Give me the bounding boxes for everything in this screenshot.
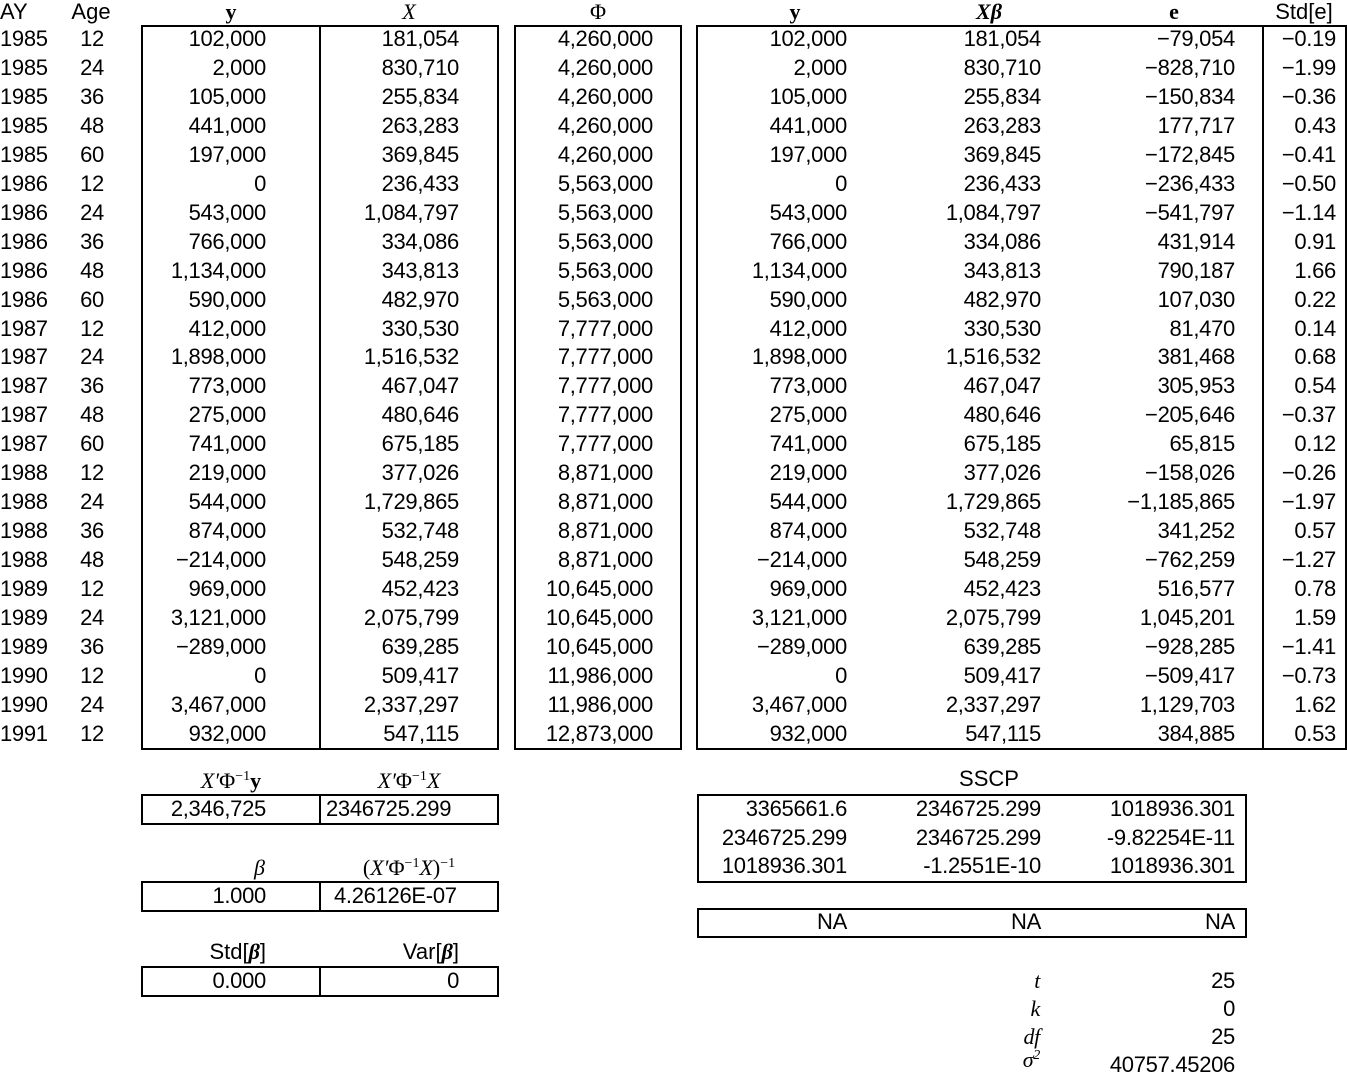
cell-e: 1,045,201 xyxy=(1139,605,1235,630)
cell-ay: 1989 xyxy=(0,605,48,630)
cell-std-e: −0.19 xyxy=(1281,26,1336,51)
cell-x: 2,337,297 xyxy=(363,691,459,717)
cell-y: 773,000 xyxy=(188,373,266,399)
cell-phi: 8,871,000 xyxy=(557,460,653,486)
cell-y: 275,000 xyxy=(188,402,266,428)
cell-ay: 1986 xyxy=(0,170,48,196)
cell-age: 24 xyxy=(80,605,104,630)
cell-std-e: 0.43 xyxy=(1294,112,1336,138)
cell-std-e: −0.41 xyxy=(1281,141,1336,167)
cell-xbeta: 639,285 xyxy=(963,633,1041,659)
cell-x: 263,283 xyxy=(381,112,459,138)
cell-y-fitted: 874,000 xyxy=(769,518,847,544)
cell-std-e: 1.59 xyxy=(1294,605,1336,630)
cell-ay: 1985 xyxy=(0,83,48,109)
cell-y: −214,000 xyxy=(176,547,266,573)
beta-label: β xyxy=(254,855,265,880)
cell-std-e: 1.66 xyxy=(1294,257,1336,283)
cell-ay: 1989 xyxy=(0,633,48,659)
cell-ay: 1987 xyxy=(0,373,48,399)
na-cell-1: NA xyxy=(817,909,847,934)
cell-age: 48 xyxy=(80,257,104,283)
cell-age: 48 xyxy=(80,402,104,428)
xpx-label: $X'\Phi^{-1}X$ xyxy=(377,768,441,793)
sscp-cell: 3365661.6 xyxy=(745,796,847,821)
cell-e: −236,433 xyxy=(1145,170,1235,196)
cell-y-fitted: 1,898,000 xyxy=(751,344,847,370)
cell-phi: 5,563,000 xyxy=(557,170,653,196)
header-age: Age xyxy=(71,0,111,24)
cell-phi: 11,986,000 xyxy=(547,662,653,688)
cell-std-e: 1.62 xyxy=(1294,691,1336,717)
cell-phi: 7,777,000 xyxy=(557,315,653,341)
xpy-value: 2,346,725 xyxy=(170,796,266,821)
cell-x: 343,813 xyxy=(381,257,459,283)
xpy-label: $X'\Phi^{-1}y$ xyxy=(200,768,262,793)
cell-x: 377,026 xyxy=(381,460,459,486)
cell-y-fitted: 412,000 xyxy=(769,315,847,341)
cell-e: −205,646 xyxy=(1145,402,1235,428)
header-e: e xyxy=(1169,0,1179,24)
cell-xbeta: 509,417 xyxy=(963,662,1041,688)
cell-ay: 1988 xyxy=(0,518,48,544)
cell-xbeta: 2,337,297 xyxy=(945,691,1041,717)
cell-age: 36 xyxy=(80,373,104,399)
cell-ay: 1985 xyxy=(0,112,48,138)
cell-age: 24 xyxy=(80,54,104,80)
cell-phi: 4,260,000 xyxy=(557,54,653,80)
cell-e: −172,845 xyxy=(1145,141,1235,167)
cell-e: 516,577 xyxy=(1157,576,1235,602)
cell-age: 12 xyxy=(80,576,104,602)
cell-y: 2,000 xyxy=(212,54,266,80)
cell-ay: 1987 xyxy=(0,344,48,370)
cell-y: 219,000 xyxy=(188,460,266,486)
cell-ay: 1987 xyxy=(0,431,48,457)
cell-x: 675,185 xyxy=(381,431,459,457)
cell-std-e: −1.41 xyxy=(1281,633,1336,659)
cell-ay: 1987 xyxy=(0,315,48,341)
cell-xbeta: 263,283 xyxy=(963,112,1041,138)
cell-ay: 1990 xyxy=(0,691,48,717)
cell-xbeta: 330,530 xyxy=(963,315,1041,341)
cell-x: 482,970 xyxy=(381,286,459,312)
cell-phi: 10,645,000 xyxy=(545,633,653,659)
cell-ay: 1985 xyxy=(0,26,48,51)
cell-x: 1,516,532 xyxy=(363,344,459,370)
cell-ay: 1989 xyxy=(0,576,48,602)
cell-std-e: −1.99 xyxy=(1281,54,1336,80)
cell-std-e: −1.27 xyxy=(1281,547,1336,573)
inv-label: $(X'\Phi^{-1}X)^{-1}$ xyxy=(362,855,456,880)
cell-e: 384,885 xyxy=(1157,720,1235,746)
cell-std-e: −1.14 xyxy=(1281,199,1336,225)
cell-age: 12 xyxy=(80,315,104,341)
cell-ay: 1987 xyxy=(0,402,48,428)
cell-phi: 5,563,000 xyxy=(557,286,653,312)
cell-phi: 5,563,000 xyxy=(557,199,653,225)
sscp-cell: -9.82254E-11 xyxy=(1106,824,1235,850)
cell-age: 12 xyxy=(80,26,104,51)
cell-y-fitted: 2,000 xyxy=(793,54,847,80)
cell-y: 105,000 xyxy=(188,83,266,109)
cell-ay: 1988 xyxy=(0,547,48,573)
cell-age: 12 xyxy=(80,662,104,688)
cell-phi: 7,777,000 xyxy=(557,373,653,399)
header-x: X xyxy=(402,0,416,24)
cell-x: 181,054 xyxy=(381,26,459,51)
sscp-cell: -1.2551E-10 xyxy=(923,853,1041,878)
cell-y-fitted: 590,000 xyxy=(769,286,847,312)
cell-e: 177,717 xyxy=(1157,112,1235,138)
cell-xbeta: 548,259 xyxy=(963,547,1041,573)
cell-y: 3,121,000 xyxy=(170,605,266,630)
cell-x: 639,285 xyxy=(381,633,459,659)
cell-age: 12 xyxy=(80,460,104,486)
cell-phi: 4,260,000 xyxy=(557,141,653,167)
cell-y: 543,000 xyxy=(188,199,266,225)
cell-age: 36 xyxy=(80,83,104,109)
cell-y: 969,000 xyxy=(188,576,266,602)
cell-y-fitted: 3,467,000 xyxy=(751,691,847,717)
xpy-divider xyxy=(319,794,321,825)
sscp-cell: 2346725.299 xyxy=(915,796,1041,821)
cell-x: 236,433 xyxy=(381,170,459,196)
cell-e: −541,797 xyxy=(1145,199,1235,225)
cell-y: 3,467,000 xyxy=(170,691,266,717)
cell-y: 441,000 xyxy=(188,112,266,138)
cell-x: 334,086 xyxy=(381,228,459,254)
cell-y-fitted: 773,000 xyxy=(769,373,847,399)
cell-x: 547,115 xyxy=(383,720,459,746)
cell-ay: 1990 xyxy=(0,662,48,688)
cell-y-fitted: −214,000 xyxy=(757,547,847,573)
sscp-label: SSCP xyxy=(959,766,1019,791)
cell-y-fitted: 275,000 xyxy=(769,402,847,428)
cell-xbeta: 547,115 xyxy=(965,720,1041,746)
sscp-cell: 2346725.299 xyxy=(915,824,1041,850)
na-cell-3: NA xyxy=(1205,909,1235,934)
cell-std-e: 0.78 xyxy=(1294,576,1336,602)
cell-x: 1,729,865 xyxy=(363,489,459,515)
sscp-cell: 1018936.301 xyxy=(1109,796,1235,821)
cell-xbeta: 2,075,799 xyxy=(945,605,1041,630)
cell-y: 932,000 xyxy=(188,720,266,746)
cell-y: 1,898,000 xyxy=(170,344,266,370)
cell-y: 766,000 xyxy=(188,228,266,254)
cell-x: 2,075,799 xyxy=(363,605,459,630)
cell-e: 341,252 xyxy=(1157,518,1235,544)
cell-age: 24 xyxy=(80,344,104,370)
cell-phi: 4,260,000 xyxy=(557,83,653,109)
sigma-label: $\sigma^2$ xyxy=(1022,1047,1040,1072)
cell-e: −828,710 xyxy=(1145,54,1235,80)
cell-y-fitted: 105,000 xyxy=(769,83,847,109)
cell-age: 48 xyxy=(80,112,104,138)
cell-y-fitted: 197,000 xyxy=(769,141,847,167)
cell-phi: 11,986,000 xyxy=(547,691,653,717)
k-label: k xyxy=(1030,996,1040,1021)
cell-e: 107,030 xyxy=(1157,286,1235,312)
cell-e: 381,468 xyxy=(1157,344,1235,370)
cell-age: 36 xyxy=(80,518,104,544)
sscp-cell: 1018936.301 xyxy=(1109,853,1235,878)
cell-e: 1,129,703 xyxy=(1139,691,1235,717)
cell-x: 330,530 xyxy=(381,315,459,341)
cell-age: 48 xyxy=(80,547,104,573)
header-y: y xyxy=(225,0,237,24)
cell-y: 412,000 xyxy=(188,315,266,341)
cell-x: 548,259 xyxy=(381,547,459,573)
t-label: t xyxy=(1034,968,1040,993)
cell-xbeta: 1,084,797 xyxy=(945,199,1041,225)
cell-phi: 8,871,000 xyxy=(557,547,653,573)
cell-x: 467,047 xyxy=(381,373,459,399)
header-xbeta: Xβ xyxy=(976,0,1002,24)
beta-value: 1.000 xyxy=(212,883,266,908)
cell-std-e: 0.14 xyxy=(1294,315,1336,341)
cell-std-e: 0.53 xyxy=(1294,720,1336,746)
cell-xbeta: 675,185 xyxy=(963,431,1041,457)
cell-std-e: 0.68 xyxy=(1294,344,1336,370)
cell-ay: 1985 xyxy=(0,54,48,80)
cell-std-e: 0.54 xyxy=(1294,373,1336,399)
cell-x: 830,710 xyxy=(381,54,459,80)
cell-age: 60 xyxy=(80,141,104,167)
cell-ay: 1986 xyxy=(0,257,48,283)
cell-e: −79,054 xyxy=(1156,26,1235,51)
cell-ay: 1991 xyxy=(0,720,48,746)
cell-phi: 10,645,000 xyxy=(545,576,653,602)
cell-y: 874,000 xyxy=(188,518,266,544)
cell-e: −158,026 xyxy=(1145,460,1235,486)
cell-e: 81,470 xyxy=(1169,315,1235,341)
cell-y: 102,000 xyxy=(188,26,266,51)
cell-ay: 1986 xyxy=(0,228,48,254)
cell-age: 24 xyxy=(80,199,104,225)
var-beta-value: 0 xyxy=(447,968,459,993)
header-y-fitted: y xyxy=(789,0,801,24)
cell-xbeta: 1,729,865 xyxy=(945,489,1041,515)
cell-y: −289,000 xyxy=(176,633,266,659)
cell-phi: 5,563,000 xyxy=(557,257,653,283)
cell-age: 60 xyxy=(80,431,104,457)
cell-std-e: −0.36 xyxy=(1281,83,1336,109)
cell-phi: 8,871,000 xyxy=(557,489,653,515)
k-value: 0 xyxy=(1223,996,1235,1021)
cell-xbeta: 532,748 xyxy=(963,518,1041,544)
cell-e: −150,834 xyxy=(1145,83,1235,109)
cell-e: −762,259 xyxy=(1145,547,1235,573)
cell-x: 452,423 xyxy=(381,576,459,602)
cell-ay: 1985 xyxy=(0,141,48,167)
cell-y-fitted: 932,000 xyxy=(769,720,847,746)
cell-e: 305,953 xyxy=(1157,373,1235,399)
cell-x: 255,834 xyxy=(381,83,459,109)
cell-std-e: 0.12 xyxy=(1294,431,1336,457)
cell-y-fitted: 543,000 xyxy=(769,199,847,225)
cell-ay: 1988 xyxy=(0,460,48,486)
cell-y-fitted: 766,000 xyxy=(769,228,847,254)
cell-phi: 8,871,000 xyxy=(557,518,653,544)
beta-divider xyxy=(319,881,321,912)
cell-phi: 10,645,000 xyxy=(545,605,653,630)
cell-std-e: −0.73 xyxy=(1281,662,1336,688)
cell-x: 480,646 xyxy=(381,402,459,428)
cell-y: 197,000 xyxy=(188,141,266,167)
cell-y-fitted: 3,121,000 xyxy=(751,605,847,630)
std-beta-label: Std[β] xyxy=(209,939,266,964)
df-value: 25 xyxy=(1211,1024,1235,1049)
cell-xbeta: 480,646 xyxy=(963,402,1041,428)
header-std-e: Std[e] xyxy=(1275,0,1333,24)
cell-y-fitted: 0 xyxy=(835,170,847,196)
cell-y: 1,134,000 xyxy=(170,257,266,283)
cell-x: 509,417 xyxy=(381,662,459,688)
xpx-value: 2346725.299 xyxy=(326,796,452,821)
cell-y: 0 xyxy=(254,170,266,196)
inv-value: 4.26126E-07 xyxy=(334,883,457,908)
cell-age: 12 xyxy=(80,170,104,196)
cell-age: 24 xyxy=(80,489,104,515)
cell-y-fitted: 219,000 xyxy=(769,460,847,486)
sigma-value: 40757.45206 xyxy=(1109,1052,1235,1077)
cell-ay: 1986 xyxy=(0,199,48,225)
cell-x: 532,748 xyxy=(381,518,459,544)
cell-xbeta: 334,086 xyxy=(963,228,1041,254)
cell-y-fitted: 544,000 xyxy=(769,489,847,515)
cell-std-e: 0.91 xyxy=(1294,228,1336,254)
cell-ay: 1988 xyxy=(0,489,48,515)
df-label: df xyxy=(1023,1024,1040,1049)
cell-xbeta: 467,047 xyxy=(963,373,1041,399)
cell-std-e: 0.22 xyxy=(1294,286,1336,312)
cell-age: 12 xyxy=(80,720,104,746)
cell-age: 60 xyxy=(80,286,104,312)
cell-age: 36 xyxy=(80,228,104,254)
cell-y-fitted: 0 xyxy=(835,662,847,688)
cell-phi: 5,563,000 xyxy=(557,228,653,254)
cell-xbeta: 830,710 xyxy=(963,54,1041,80)
cell-e: −928,285 xyxy=(1145,633,1235,659)
cell-xbeta: 369,845 xyxy=(963,141,1041,167)
cell-ay: 1986 xyxy=(0,286,48,312)
cell-x: 1,084,797 xyxy=(363,199,459,225)
cell-xbeta: 482,970 xyxy=(963,286,1041,312)
cell-xbeta: 255,834 xyxy=(963,83,1041,109)
cell-e: −1,185,865 xyxy=(1127,489,1235,515)
cell-age: 24 xyxy=(80,691,104,717)
std-beta-value: 0.000 xyxy=(212,968,266,993)
na-cell-2: NA xyxy=(1011,909,1041,934)
header-ay: AY xyxy=(0,0,28,24)
cell-y: 0 xyxy=(254,662,266,688)
sscp-cell: 2346725.299 xyxy=(721,824,847,850)
sscp-cell: 1018936.301 xyxy=(721,853,847,878)
cell-phi: 7,777,000 xyxy=(557,344,653,370)
cell-phi: 7,777,000 xyxy=(557,431,653,457)
var-beta-label: Var[β] xyxy=(402,939,459,964)
cell-y-fitted: 102,000 xyxy=(769,26,847,51)
cell-phi: 4,260,000 xyxy=(557,112,653,138)
cell-y-fitted: 741,000 xyxy=(769,431,847,457)
cell-y-fitted: 441,000 xyxy=(769,112,847,138)
cell-e: 65,815 xyxy=(1169,431,1235,457)
cell-e: 431,914 xyxy=(1157,228,1235,254)
cell-xbeta: 236,433 xyxy=(963,170,1041,196)
cell-e: −509,417 xyxy=(1145,662,1235,688)
cell-x: 369,845 xyxy=(381,141,459,167)
cell-std-e: −0.26 xyxy=(1281,460,1336,486)
cell-std-e: −0.37 xyxy=(1281,402,1336,428)
cell-age: 36 xyxy=(80,633,104,659)
cell-y: 544,000 xyxy=(188,489,266,515)
cell-y: 741,000 xyxy=(188,431,266,457)
cell-y: 590,000 xyxy=(188,286,266,312)
cell-phi: 4,260,000 xyxy=(557,26,653,51)
cell-y-fitted: 969,000 xyxy=(769,576,847,602)
cell-std-e: 0.57 xyxy=(1294,518,1336,544)
cell-xbeta: 377,026 xyxy=(963,460,1041,486)
cell-std-e: −1.97 xyxy=(1281,489,1336,515)
cell-xbeta: 452,423 xyxy=(963,576,1041,602)
t-value: 25 xyxy=(1211,968,1235,993)
cell-phi: 12,873,000 xyxy=(545,720,653,746)
cell-y-fitted: −289,000 xyxy=(757,633,847,659)
cell-std-e: −0.50 xyxy=(1281,170,1336,196)
cell-xbeta: 343,813 xyxy=(963,257,1041,283)
cell-xbeta: 1,516,532 xyxy=(945,344,1041,370)
cell-y-fitted: 1,134,000 xyxy=(751,257,847,283)
cell-xbeta: 181,054 xyxy=(963,26,1041,51)
header-phi: Φ xyxy=(589,0,607,24)
cell-e: 790,187 xyxy=(1157,257,1235,283)
cell-phi: 7,777,000 xyxy=(557,402,653,428)
